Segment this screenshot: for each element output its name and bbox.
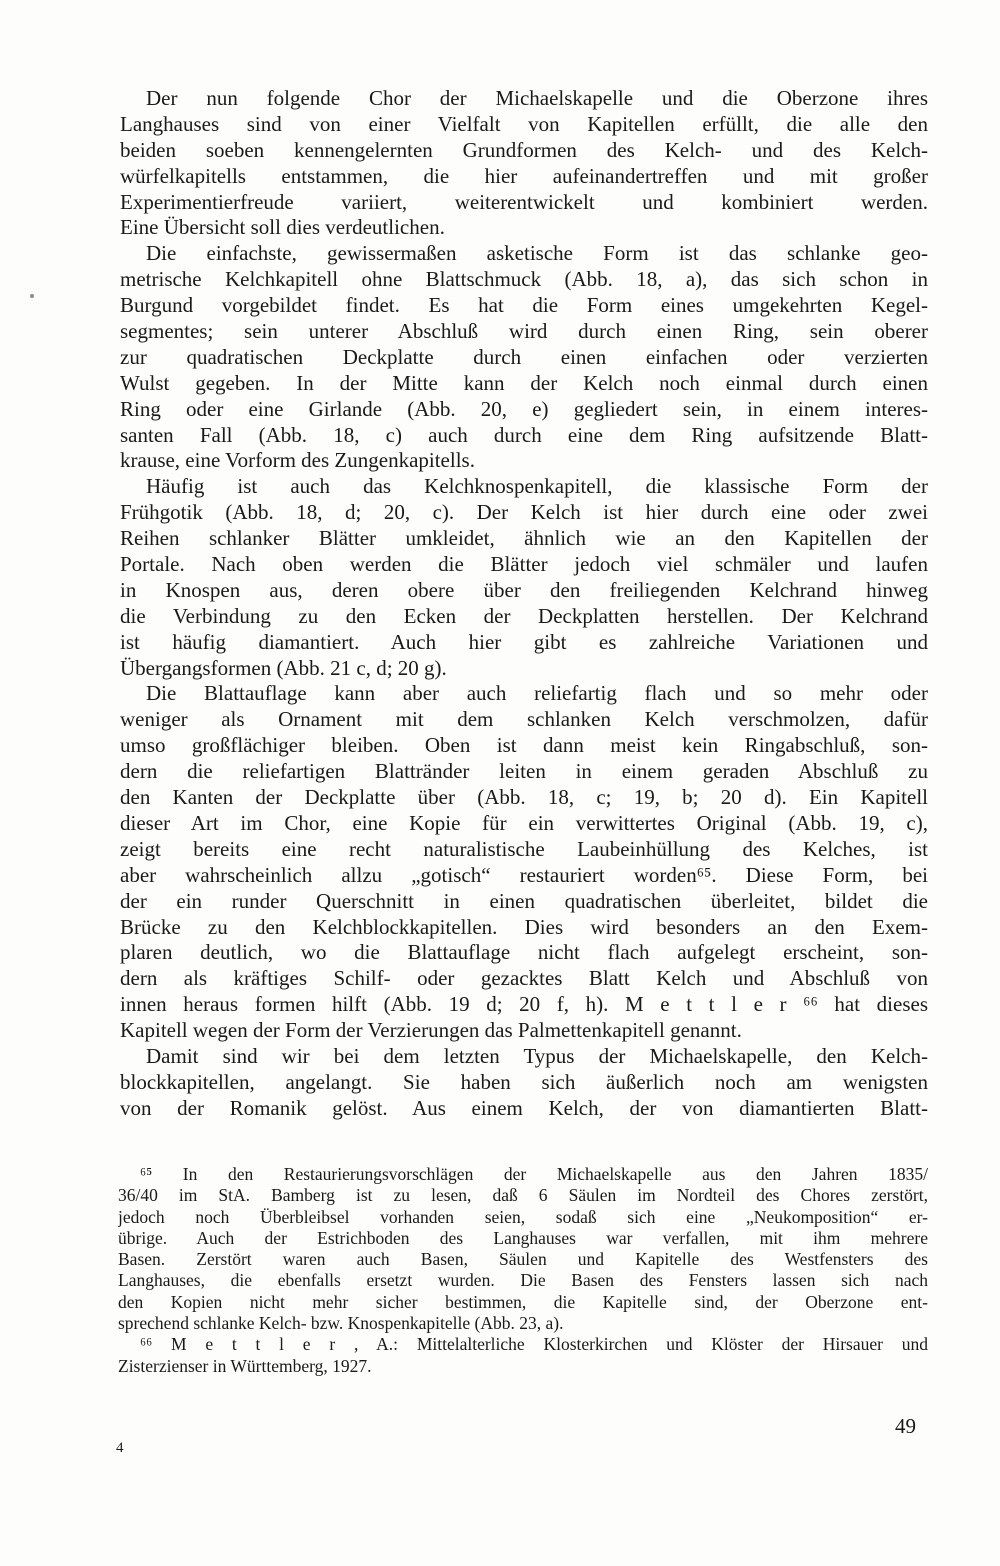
footnote-line: den Kopien nicht mehr sicher bestimmen, die Kapitelle sind, der Oberzone ent- xyxy=(118,1291,928,1312)
body-line: dieser Art im Chor, eine Kopie für ein verwittertes Original (Abb. 19, c), xyxy=(120,810,928,835)
body-line: Die Blattauflage kann aber auch reliefartig flach und so mehr oder xyxy=(146,681,928,706)
body-line: die Verbindung zu den Ecken der Deckplatten herstellen. Der Kelchrand xyxy=(120,603,928,628)
body-line: santen Fall (Abb. 18, c) auch durch eine dem Ring aufsitzende Blatt- xyxy=(120,422,928,447)
body-line: Die einfachste, gewissermaßen asketische Form ist das schlanke geo- xyxy=(146,241,928,266)
body-line: Frühgotik (Abb. 18, d; 20, c). Der Kelch ist hier durch eine oder zwei xyxy=(120,500,928,525)
footnote-line: 36/40 im StA. Bamberg ist zu lesen, daß 6 Säulen im Nordteil des Chores zerstört, xyxy=(118,1185,928,1206)
paper-speck xyxy=(30,294,34,298)
body-line: Brücke zu den Kelchblockkapitellen. Dies wird besonders an den Exem- xyxy=(120,914,928,939)
body-line: Häufig ist auch das Kelchknospenkapitell, die klassische Form der xyxy=(146,474,928,499)
body-line: metrische Kelchkapitell ohne Blattschmuck (Abb. 18, a), das sich schon in xyxy=(120,267,928,292)
body-line: aber wahrscheinlich allzu „gotisch“ restauriert worden⁶⁵. Diese Form, bei xyxy=(120,862,928,887)
body-line: zur quadratischen Deckplatte durch einen einfachen oder verzierten xyxy=(120,344,928,369)
body-line: dern die reliefartigen Blattränder leiten in einem geraden Abschluß zu xyxy=(120,759,928,784)
body-line: Wulst gegeben. In der Mitte kann der Kelch noch einmal durch einen xyxy=(120,370,928,395)
body-line: krause, eine Vorform des Zungenkapitells. xyxy=(120,448,475,473)
body-line: Burgund vorgebildet findet. Es hat die Form eines umgekehrten Kegel- xyxy=(120,293,928,318)
body-line: den Kanten der Deckplatte über (Abb. 18, c; 19, b; 20 d). Ein Kapitell xyxy=(120,785,928,810)
body-line: Experimentierfreude variiert, weiterentwickelt und kombiniert werden. xyxy=(120,189,928,214)
body-line: segmentes; sein unterer Abschluß wird durch einen Ring, sein oberer xyxy=(120,319,928,344)
body-line: Portale. Nach oben werden die Blätter jedoch viel schmäler und laufen xyxy=(120,552,928,577)
body-text xyxy=(120,86,928,1122)
footnote-line: übrige. Auch der Estrichboden des Langhauses war verfallen, mit ihm mehrere xyxy=(118,1227,928,1248)
body-line: blockkapitellen, angelangt. Sie haben sich äußerlich noch am wenigsten xyxy=(120,1069,928,1094)
signature-mark: 4 xyxy=(116,1440,124,1456)
body-line: in Knospen aus, deren obere über den freiliegenden Kelchrand hinweg xyxy=(120,577,928,602)
body-line: zeigt bereits eine recht naturalistische Laubeinhüllung des Kelches, ist xyxy=(120,836,928,861)
body-line: Ring oder eine Girlande (Abb. 20, e) gegliedert sein, in einem interes- xyxy=(120,396,928,421)
footnote-line: Zisterzienser in Württemberg, 1927. xyxy=(118,1355,372,1376)
footnote-line: Langhauses, die ebenfalls ersetzt wurden. Die Basen des Fensters lassen sich nach xyxy=(118,1270,928,1291)
body-line: Eine Übersicht soll dies verdeutlichen. xyxy=(120,215,445,240)
footnote-line: jedoch noch Überbleibsel vorhanden seien, sodaß sich eine „Neukomposition“ er- xyxy=(118,1206,928,1227)
body-line: umso großflächiger bleiben. Oben ist dann meist kein Ringabschluß, son- xyxy=(120,733,928,758)
page-number: 49 xyxy=(895,1414,916,1438)
body-line: plaren deutlich, wo die Blattauflage nicht flach aufgelegt erscheint, son- xyxy=(120,940,928,965)
body-line: der ein runder Querschnitt in einen quadratischen überleitet, bildet die xyxy=(120,888,928,913)
body-line: Damit sind wir bei dem letzten Typus der Michaelskapelle, den Kelch- xyxy=(146,1043,928,1068)
body-line: Der nun folgende Chor der Michaelskapelle und die Oberzone ihres xyxy=(146,86,928,110)
body-line: würfelkapitells entstammen, die hier aufeinandertreffen und mit großer xyxy=(120,163,928,188)
footnotes xyxy=(118,1164,928,1377)
body-line: beiden soeben kennengelernten Grundformen des Kelch- und des Kelch- xyxy=(120,137,928,162)
body-line: ist häufig diamantiert. Auch hier gibt es zahlreiche Variationen und xyxy=(120,629,928,654)
footnote-line: sprechend schlanke Kelch- bzw. Knospenkapitelle (Abb. 23, a). xyxy=(118,1313,564,1334)
body-line: weniger als Ornament mit dem schlanken Kelch verschmolzen, dafür xyxy=(120,707,928,732)
footnote-line: ⁶⁵ In den Restaurierungsvorschlägen der Michaelskapelle aus den Jahren 1835/ xyxy=(140,1164,928,1184)
body-line: dern als kräftiges Schilf- oder gezacktes Blatt Kelch und Abschluß von xyxy=(120,966,928,991)
body-line: Übergangsformen (Abb. 21 c, d; 20 g). xyxy=(120,655,447,680)
footnote-line: Basen. Zerstört waren auch Basen, Säulen und Kapitelle des Westfensters des xyxy=(118,1249,928,1270)
body-line: innen heraus formen hilft (Abb. 19 d; 20 f, h). M e t t l e r ⁶⁶ hat dieses xyxy=(120,992,928,1017)
body-line: von der Romanik gelöst. Aus einem Kelch, der von diamantierten Blatt- xyxy=(120,1095,928,1120)
body-line: Langhauses sind von einer Vielfalt von Kapitellen erfüllt, die alle den xyxy=(120,111,928,136)
body-line: Kapitell wegen der Form der Verzierungen das Palmettenkapitell genannt. xyxy=(120,1018,742,1043)
footnote-line: ⁶⁶ M e t t l e r , A.: Mittelalterliche Klosterkirchen und Klöster der Hirsauer und xyxy=(140,1334,928,1355)
body-line: Reihen schlanker Blätter umkleidet, ähnlich wie an den Kapitellen der xyxy=(120,526,928,551)
